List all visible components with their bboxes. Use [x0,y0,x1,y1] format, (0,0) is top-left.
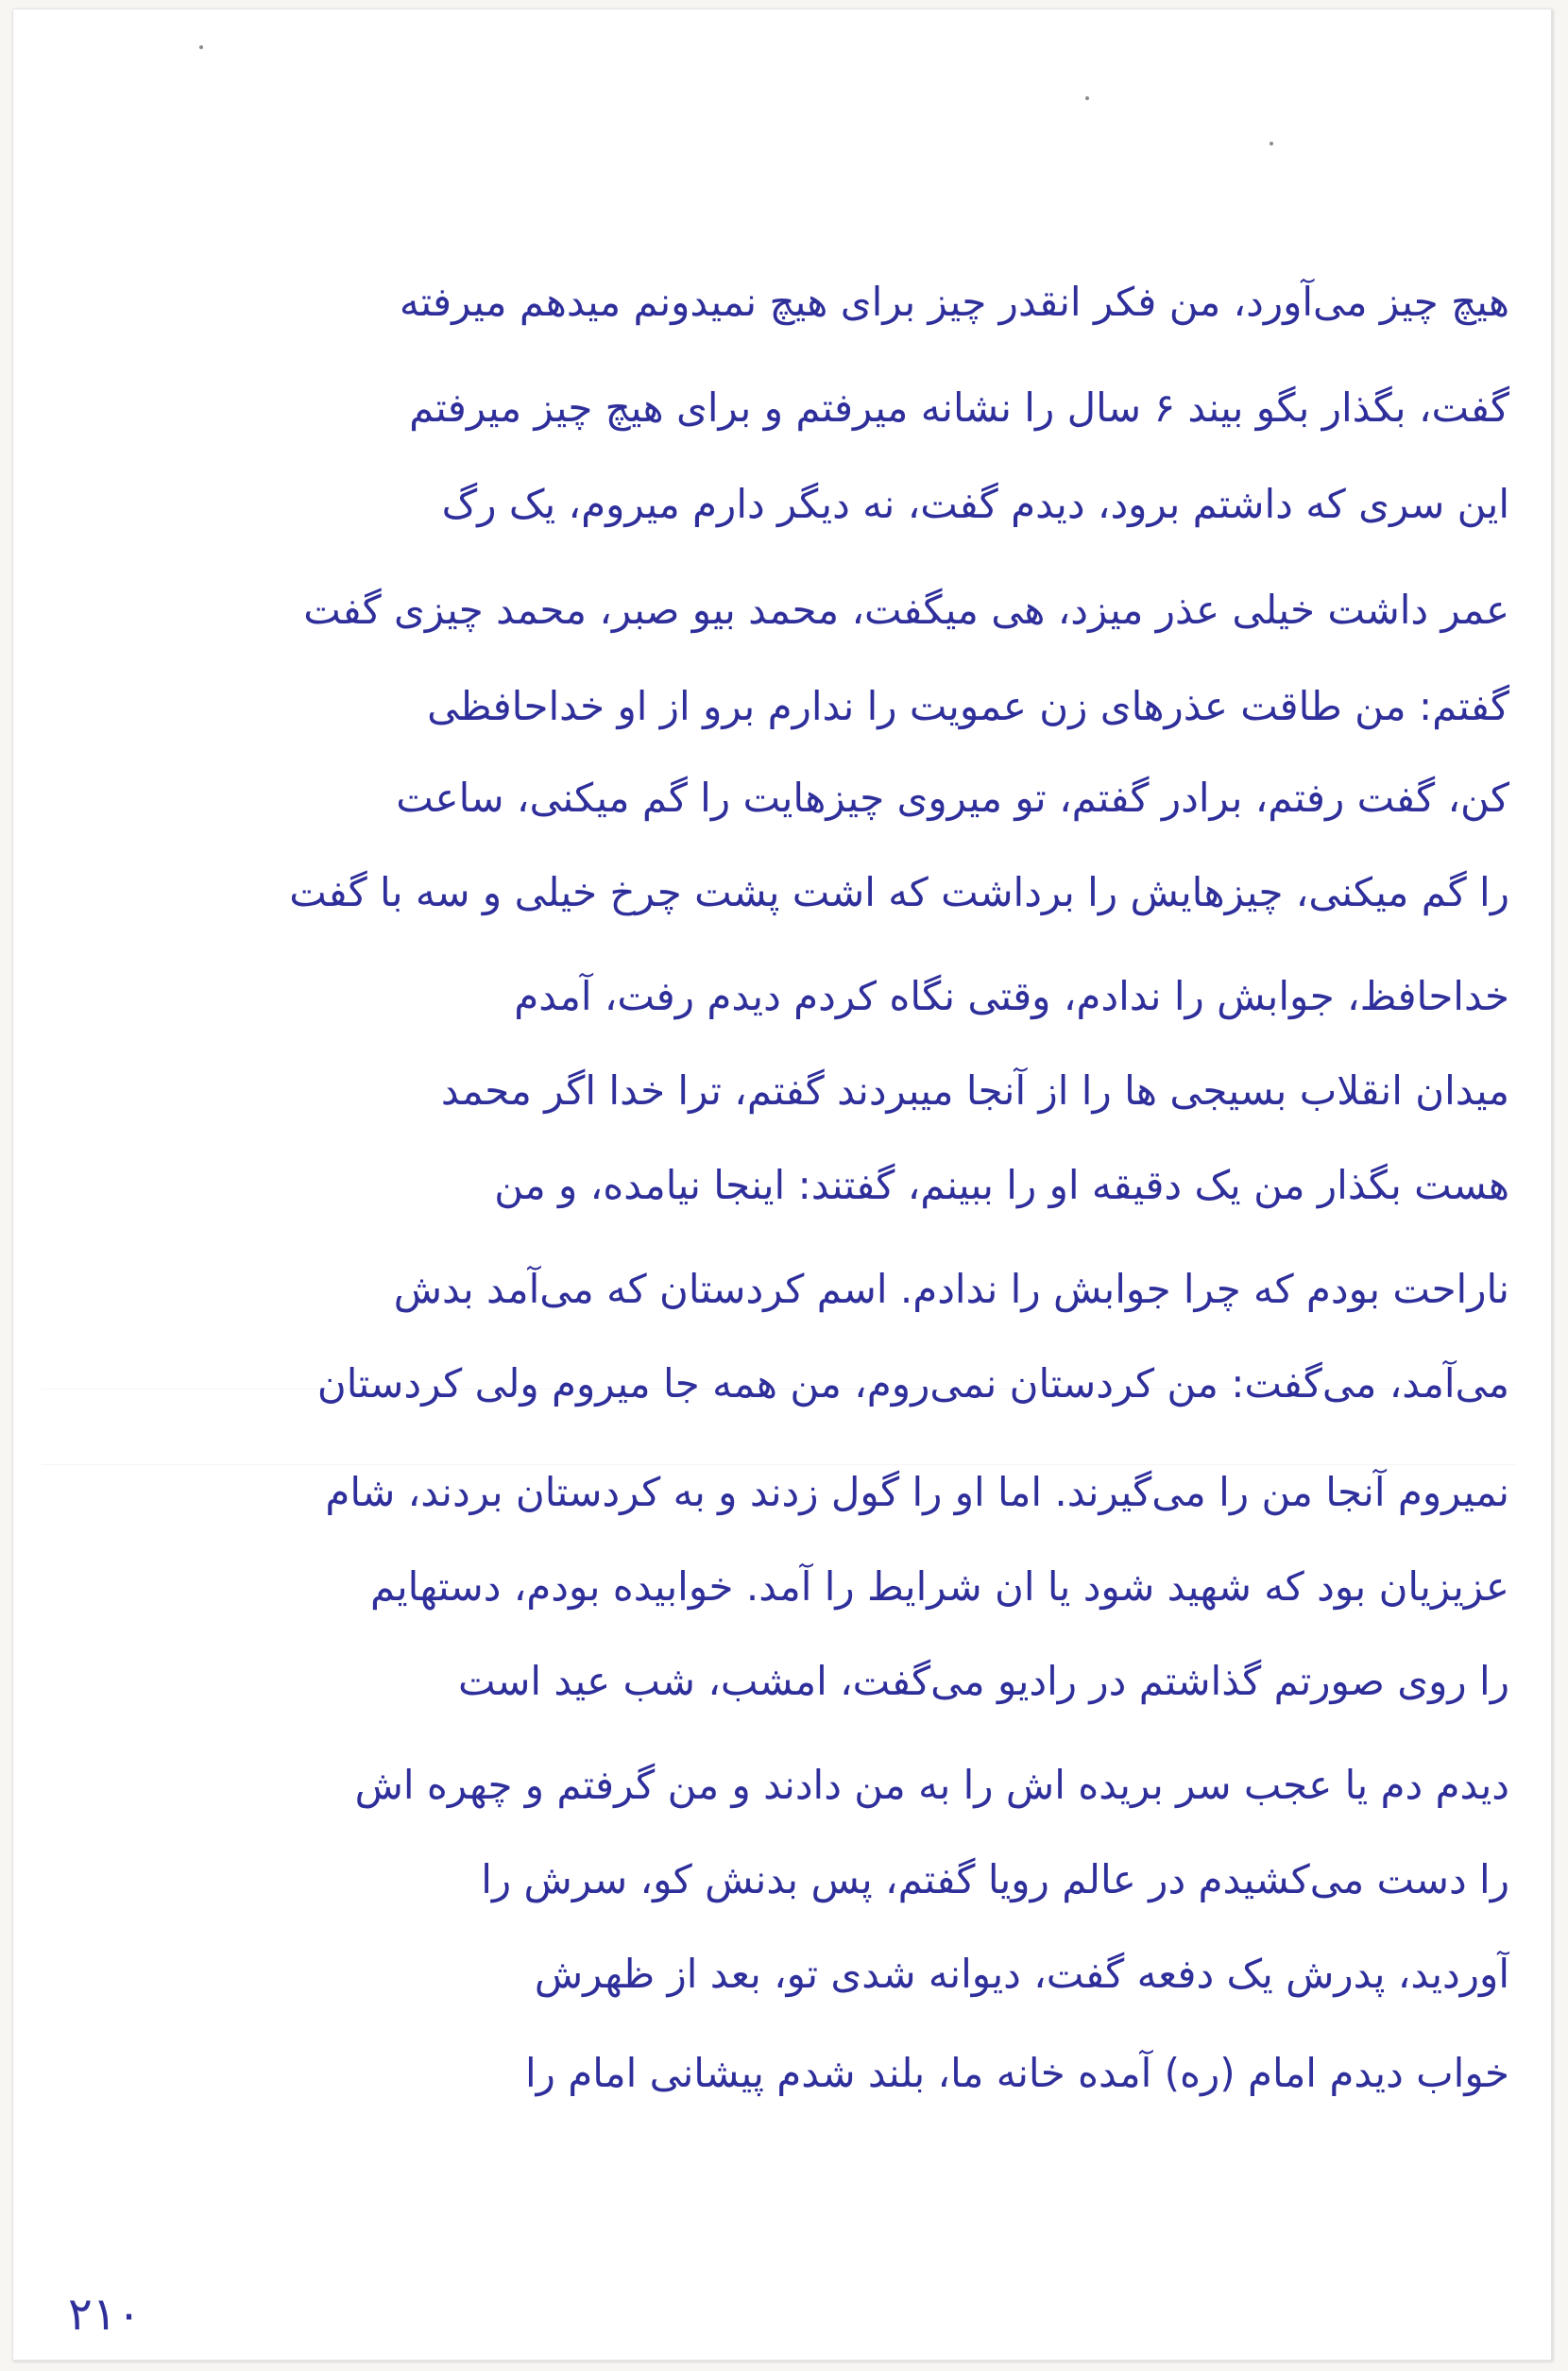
text-line: را روی صورتم گذاشتم در رادیو می‌گفت، امشب، شب عید است [457,1658,1509,1704]
text-line: گفتم: من طاقت عذرهای زن عمویت را ندارم برو از او خداحافظی [427,683,1509,729]
text-line: عزیزیان بود که شهید شود یا ان شرایط را آمد. خوابیده بودم، دستهایم [370,1563,1509,1610]
text-line: را گم میکنی، چیزهایش را برداشت که اشت پشت چرخ خیلی و سه با گفت [289,869,1509,915]
text-line: را دست می‌کشیدم در عالم رویا گفتم، پس بدنش کو، سرش را [481,1856,1509,1902]
text-line: ناراحت بودم که چرا جوابش را ندادم. اسم کردستان که می‌آمد بدش [393,1266,1509,1312]
text-line: هیچ چیز می‌آورد، من فکر انقدر چیز برای هیچ نمیدونم میدهم میرفته [399,279,1509,325]
text-line: این سری که داشتم برود، دیدم گفت، نه دیگر دارم میروم، یک رگ [441,481,1509,527]
text-line: می‌آمد، می‌گفت: من کردستان نمی‌روم، من همه جا میروم ولی کردستان [316,1360,1509,1407]
page-number: ۲۱۰ [68,2288,142,2341]
handwritten-text [13,9,1551,2360]
text-line: کن، گفت رفتم، برادر گفتم، تو میروی چیزهایت را گم میکنی، ساعت [396,775,1509,821]
text-line: میدان انقلاب بسیجی ها را از آنجا میبردند گفتم، ترا خدا اگر محمد [440,1067,1509,1114]
text-line: خواب دیدم امام (ره) آمده خانه ما، بلند شدم پیشانی امام را [524,2050,1509,2096]
text-line: عمر داشت خیلی عذر میزد، هی میگفت، محمد بیو صبر، محمد چیزی گفت [303,587,1509,633]
text-line: خداحافظ، جوابش را ندادم، وقتی نگاه کردم دیدم رفت، آمدم [514,973,1509,1019]
document-page [13,9,1553,2362]
text-line: آوردید، پدرش یک دفعه گفت، دیوانه شدی تو، بعد از ظهرش [534,1951,1509,1997]
text-line: گفت، بگذار بگو بیند ۶ سال را نشانه میرفتم و برای هیچ چیز میرفتم [409,384,1509,431]
text-line: هست بگذار من یک دقیقه او را ببینم، گفتند: اینجا نیامده، و من [494,1162,1509,1208]
text-line: نمیروم آنجا من را می‌گیرند. اما او را گول زدند و به کردستان بردند، شام [325,1469,1509,1515]
text-line: دیدم دم یا عجب سر بریده اش را به من دادند و من گرفتم و چهره اش [354,1762,1509,1808]
